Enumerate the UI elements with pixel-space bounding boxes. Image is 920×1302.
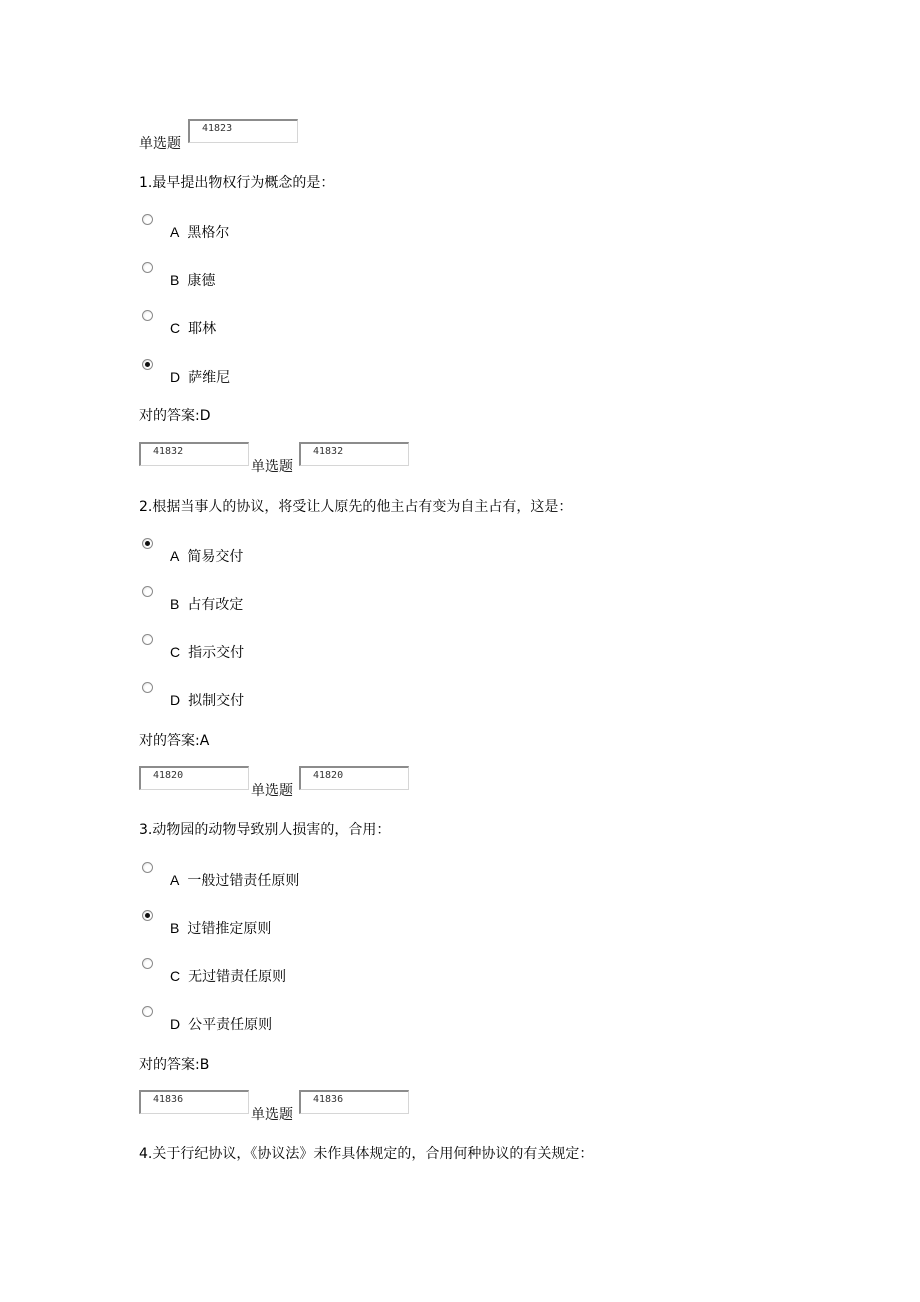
option-d-radio[interactable]	[142, 1006, 153, 1017]
option-c: C 无过错责任原则	[170, 968, 287, 985]
question-type-label: 单选题	[251, 1107, 293, 1123]
correct-answer: 对的答案:D	[139, 408, 211, 424]
option-b-radio[interactable]	[142, 262, 153, 273]
option-a: A 黑格尔	[170, 224, 230, 241]
question-type-label: 单选题	[251, 783, 293, 799]
option-b: B 过错推定原则	[170, 920, 272, 937]
option-a: A 一般过错责任原则	[170, 872, 300, 889]
option-b: B 康德	[170, 272, 216, 289]
question-id-field[interactable]: 41836	[139, 1090, 249, 1114]
question-id-field[interactable]: 41820	[299, 766, 409, 790]
correct-answer: 对的答案:A	[139, 733, 210, 749]
option-c-radio[interactable]	[142, 958, 153, 969]
option-d: D 公平责任原则	[170, 1016, 273, 1033]
option-c: C 指示交付	[170, 644, 245, 661]
option-d-radio[interactable]	[142, 682, 153, 693]
option-d-radio[interactable]	[142, 359, 153, 370]
option-a: A 简易交付	[170, 548, 244, 565]
question-text: 4.关于行纪协议，《协议法》未作具体规定的，合用何种协议的有关规定：	[139, 1146, 594, 1162]
question-text: 1.最早提出物权行为概念的是：	[139, 175, 335, 191]
question-id-field[interactable]: 41832	[139, 442, 249, 466]
question-text: 2.根据当事人的协议，将受让人原先的他主占有变为自主占有，这是：	[139, 499, 573, 515]
option-b-radio[interactable]	[142, 586, 153, 597]
question-id-field[interactable]: 41832	[299, 442, 409, 466]
question-id-field[interactable]: 41820	[139, 766, 249, 790]
option-a-radio[interactable]	[142, 214, 153, 225]
option-a-radio[interactable]	[142, 862, 153, 873]
question-id-field[interactable]: 41823	[188, 119, 298, 143]
option-d: D 萨维尼	[170, 369, 231, 386]
option-b: B 占有改定	[170, 596, 244, 613]
option-d: D 拟制交付	[170, 692, 245, 709]
question-id-field[interactable]: 41836	[299, 1090, 409, 1114]
correct-answer: 对的答案:B	[139, 1057, 210, 1073]
option-c: C 耶林	[170, 320, 217, 337]
option-b-radio[interactable]	[142, 910, 153, 921]
question-type-label: 单选题	[251, 459, 293, 475]
option-c-radio[interactable]	[142, 634, 153, 645]
option-c-radio[interactable]	[142, 310, 153, 321]
question-text: 3.动物园的动物导致别人损害的，合用：	[139, 822, 391, 838]
option-a-radio[interactable]	[142, 538, 153, 549]
question-type-label: 单选题	[139, 136, 181, 152]
